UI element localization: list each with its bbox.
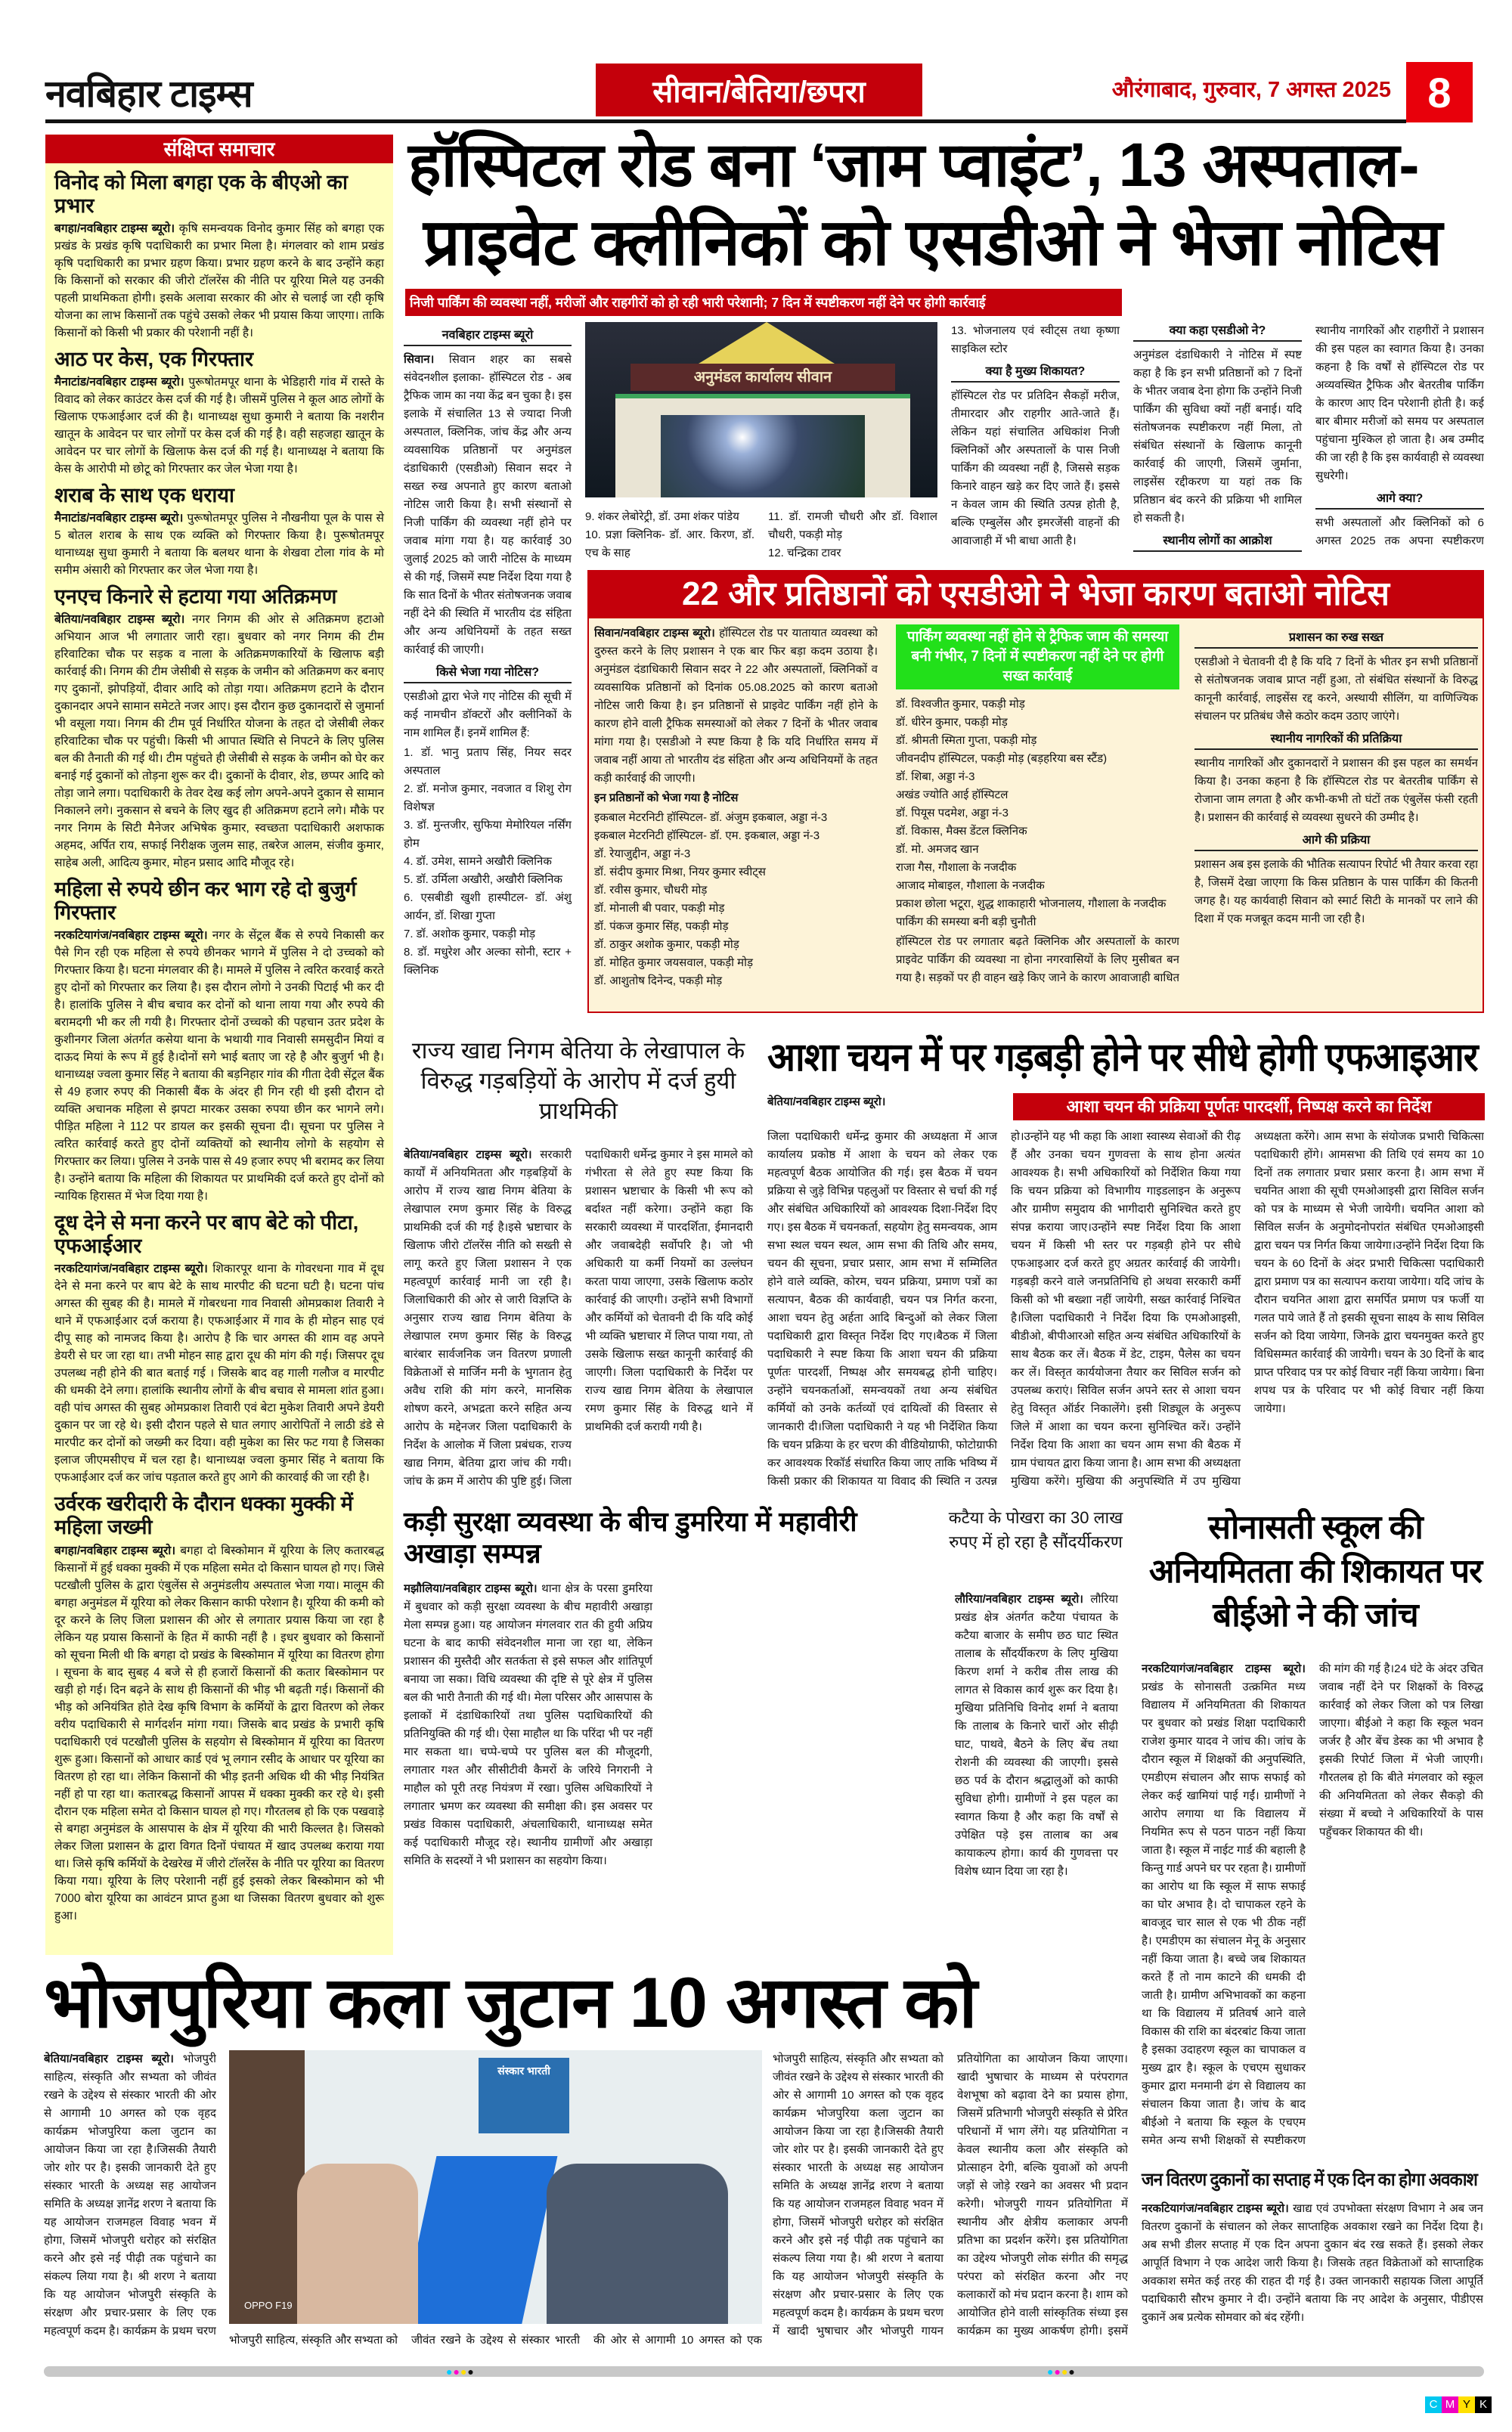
second-subheading: स्थानीय नागरिकों की प्रतिक्रिया (1194, 730, 1478, 750)
pds-body (1142, 2200, 1483, 2351)
brief-title: विनोद को मिला बगहा एक के बीएओ का प्रभार (54, 171, 349, 218)
notice-list-item: 3. डॉ. मुन्तजीर, सुफिया मेमोरियल नर्सिंग होम (404, 819, 572, 850)
second-body: हॉस्पिटल रोड पर यातायात व्यवस्था को दुरुस्त करने के लिए प्रशासन ने एक बार फिर बड़ा कदम उठाया है। अनुमंडल दंडाधिकारी सिवान सदर ने 22 और अस्पतालों, क्लिनिकों व व्यवसायिक प्रतिष्ठानों को दिनांक 05.08.2025 को कारण बताओ नोटिस जारी किया है। इन प्रतिष्ठानों से प्राइवेट पार्किंग नहीं होने के कारण होने वाली ट्रैफिक समस्याओं को लेकर 7 दिनों के भीतर जवाब मांगा गया है। एसडीओ ने स्पष्ट किया है कि यदि निर्धारित समय में जवाब नहीं आया तो भारतीय दंड संहिता और अन्य अधिनियमों के तहत कड़ी कार्रवाई की जाएगी। (594, 627, 878, 785)
pds-text: खाद्य एवं उपभोक्ता संरक्षण विभाग ने अब जन वितरण दुकानों के संचालन को लेकर साप्ताहिक अवकाश रखने का निर्देश दिया है। अब सभी डीलर सप्ताह में एक दिन अपना दुकान बंद रख सकते हैं। इसको लेकर आपूर्ति विभाग ने एक आदेश जारी किया है। जिसके तहत विक्रेताओं को साप्ताहिक अवकाश समेत कई तरह की राहत दी गई है। उक्त जानकारी सहायक जिला आपूर्ति पदाधिकारी सौरभ कुमार ने दी। उन्होंने बताया कि नए आदेश के अनुसार, पीडीएस दुकानें अब प्रत्येक सोमवार को बंद रहेंगी। (1142, 2202, 1483, 2324)
lead-section-body: सभी अस्पतालों और क्लिनिकों को 6 अगस्त 2025 तक अपना स्पष्टीकरण (1315, 516, 1484, 547)
brief-text: पुरूषोतमपूर पुलिस ने नौखनीया पूल के पास से 5 बोतल शराब के साथ एक व्यक्ति को गिरफ्तार किया है। पुरूषोतमपूर थानाध्यक्ष सुधा कुमारी ने बताया कि बलथर थाना के शेखवा टोला गांव के मो समीम अंसारी को गिरफ्तार कर जेल भेजा गया है। (54, 512, 384, 578)
lead-byline: नवबिहार टाइम्स ब्यूरो (404, 327, 572, 346)
second-subheading: प्रशासन का रुख सख्त (1194, 629, 1478, 649)
notice-list-item: डॉ. रवीस कुमार, चौधरी मोड़ (594, 884, 708, 897)
notice-list-item: डॉ. ठाकुर अशोक कुमार, पकड़ी मोड़ (594, 938, 739, 951)
notice-list-item: आजाद मोबाइल, गौशाला के नजदीक (896, 879, 1045, 892)
bhojpuri-body-right (773, 2050, 1128, 2353)
brief-byline: बगहा/नवबिहार टाइम्स ब्यूरो। (54, 1544, 176, 1557)
notice-list-item: डॉ. आशुतोष दिनेन्द, पकड़ी मोड़ (594, 974, 723, 987)
brief-text: शिकारपूर थाना के गोवरधना गाव में दूध देने से मना करने पर बाप बेटे के साथ मारपीट की घटना घटी है। घटना पांच अगस्त की सुबह की है। मामले में गोबरधना गाव निवासी ओमप्रकाश तिवारी ने थाने में एफआईआर दर्ज कराया है। एफआईआर में गाव के ही मोहन साह एवं दीपू साह को नामजद किया है। आरोप है कि चार अगस्त की शाम वह अपने डेयरी से घर जा रहा था। तभी मोहन साह द्वारा दूध की मांग की गई। जिसपर दूध उपलब्ध नही होने की बात बताई गई । जिसके बाद वह गाली गलौज व मारपीट की धमकी देने लगा। हालांकि स्थानीय लोगों के बीच बचाव से मामला शांत हुआ। वही पांच अगस्त की सुबह ओमप्रकाश तिवारी एवं बेटा मुकेश तिवारी अपने डेयरी दुकान पर जा रहे थे। इसी दौरान पहले से घात लगाए आरोपितों ने लाठी डंडे से मारपीट कर दोनों को जख्मी कर दिया। वही मुकेश का सिर फट गया है जिसका इलाज जीएमसीएच में चल रहा है। थानाध्यक्ष ज्वला कुमार सिंह ने बताया कि एफआईआर दर्ज कर जांच पड़ताल करते हुए आगे की कारवाई की जा रही है। (54, 1262, 385, 1485)
lead-col-1 (404, 322, 572, 1015)
photo-gate-arch (615, 394, 910, 497)
brief-title: महिला से रुपये छीन कर भाग रहे दो बुजुर्ग गिरफ्तार (54, 878, 357, 925)
notice-list-item: 12. चन्द्रिका टावर (768, 547, 841, 559)
brief-item (54, 585, 384, 872)
akhara-headline: कड़ी सुरक्षा व्यवस्था के बीच डुमरिया में महावीरी अखाड़ा सम्पन्न (404, 1506, 857, 1569)
page-number: 8 (1406, 62, 1473, 122)
asha-headline: आशा चयन में पर गड़बड़ी होने पर सीधे होगी एफआइआर (767, 1036, 1478, 1080)
notice-list-item: डॉ. मोहित कुमार जयसवाल, पकड़ी मोड़ (594, 956, 754, 969)
lead-subheading: स्थानीय लोगों का आक्रोश (1133, 532, 1302, 552)
brief-title: एनएच किनारे से हटाया गया अतिक्रमण (54, 585, 337, 609)
brief-byline: मैनाटांड/नवबिहार टाइम्स ब्यूरो। (54, 376, 184, 389)
second-headline: 22 और प्रतिष्ठानों को एसडीओ ने भेजा कारण बताओ नोटिस (587, 570, 1484, 618)
cmyk-strip (1425, 2396, 1492, 2413)
sonasati-headline: सोनासती स्कूल की अनियमितता की शिकायत पर बीईओ ने की जांच (1148, 1509, 1483, 1634)
brief-item (54, 1211, 384, 1486)
brief-item (54, 171, 384, 342)
pds-byline: नरकटियागंज/नवबिहार टाइम्स ब्यूरो। (1142, 2202, 1289, 2215)
notice-list-item: 2. डॉ. मनोज कुमार, नवजात व शिशु रोग विशेषज्ञ (404, 782, 572, 813)
brief-item (54, 878, 384, 1205)
cmyk-swatch: K (1475, 2396, 1492, 2413)
second-col-a (594, 624, 878, 1010)
brief-byline: नरकटियागंज/नवबिहार टाइम्स ब्यूरो। (54, 929, 208, 943)
notice-list-item: 7. डॉ. अशोक कुमार, पकड़ी मोड़ (404, 928, 535, 940)
akhara-byline: मझौलिया/नवबिहार टाइम्स ब्यूरो। (404, 1582, 538, 1595)
lead-body: सिवान शहर का सबसे संवेदनशील इलाका- हॉस्पिटल रोड - अब ट्रैफिक जाम का नया केंद्र बन चुका है। इस इलाके में संचालित 13 से ज्यादा निजी अस्पताल, क्लिनिक, जांच केंद्र और अन्य व्यवसायिक प्रतिष्ठानों पर अनुमंडल दंडाधिकारी (एसडीओ) सिवान सदर ने सख्त रुख अपनाते हुए कारण बताओ नोटिस जारी किया है। सभी संस्थानों से निजी पार्किंग की व्यवस्था नहीं होने पर जवाब मांगा गया है। यह कार्रवाई 30 जुलाई 2025 को जारी नोटिस के माध्यम से की गई, जिसमें स्पष्ट निर्देश दिया गया है कि सात दिनों के भीतर संतोषजनक जवाब नहीं देने की स्थिति में भारतीय दंड संहिता और अन्य अधिनियमों के तहत सख्त कार्रवाई की जाएगी। (404, 353, 572, 656)
brief-body (54, 927, 384, 1205)
notice-list-item: 13. भोजनालय एवं स्वीट्स तथा कृष्णा साइकिल स्टोर (951, 324, 1120, 355)
food-corp-body (404, 1146, 753, 1501)
notice-list-item: डॉ. विश्वजीत कुमार, पकड़ी मोड़ (896, 698, 1025, 711)
lead-photo (585, 322, 937, 497)
notice-list-item: डॉ. रेयाजुद्दीन, अड्डा नं-3 (594, 847, 691, 860)
second-section-body: एसडीओ ने चेतावनी दी है कि यदि 7 दिनों के भीतर इन सभी प्रतिष्ठानों से संतोषजनक जवाब प्राप्त नहीं हुआ, तो संबंधित संस्थानों के विरुद्ध कानूनी कार्रवाई, लाइसेंस रद्द करने, अस्थायी सीलिंग, या वाणिज्यिक संचालन पर प्रतिबंध जैसे कठोर कदम उठाए जाएंगे। (1194, 655, 1478, 723)
notice-list-item: डॉ. मो. अमजद खान (896, 843, 979, 856)
second-section-body: स्थानीय नागरिकों और दुकानदारों ने प्रशासन की इस पहल का समर्थन किया है। उनका कहना है कि हॉस्पिटल रोड पर बेतरतीब पार्किंग से रोजाना जाम लगता है और कभी-कभी तो घंटों तक एंबुलेंस फंसी रहती है। प्रशासन की कार्रवाई से व्यवस्था सुधरने की उम्मीद है। (1194, 757, 1478, 824)
brief-byline: मैनाटांड/नवबिहार टाइम्स ब्यूरो। (54, 512, 184, 525)
masthead-rule (45, 119, 1406, 123)
bhojpuri-text-cont: भोजपुरी साहित्य, संस्कृति और सभ्यता को जीवंत रखने के उद्देश्य से संस्कार भारती की ओर से आगामी 10 अगस्त को एक वृहद कार्यक्रम भोजपुरिया कला जुटान का आयोजन किया जा रहा है।जिसकी तैयारी जोर शोर पर है। इसकी जानकारी देते हुए संस्कार भारती के अध्यक्ष सह आयोजन समिति के अध्यक्ष ज्ञानेंद्र शरण ने बताया कि यह आयोजन राजमहल विवाह भवन में होगा, जिसमें भोजपुरी धरोहर को संरक्षित करने और इसे नई पीढ़ी तक पहुंचाने का संकल्प लिया गया है। श्री शरण ने बताया कि यह आयोजन भोजपुरी संस्कृति के संरक्षण और प्रचार-प्रसार के लिए एक महत्वपूर्ण कदम है। कार्यक्रम के प्रथम चरण में खादी भुषाचार और भोजपुरी गायन प्रतियोगिता का आयोजन किया जाएगा। खादी भुषाचार के माध्यम से परंपरागत वेशभूषा को बढ़ावा देने का प्रयास होगा, जिसमें प्रतिभागी भोजपुरी संस्कृति से प्रेरित परिधानों में भाग लेंगे। यह प्रतियोगिता न केवल स्थानीय कला और संस्कृति को प्रोत्साहन देगी, बल्कि युवाओं को अपनी जड़ों से जोड़े रखने का अवसर भी प्रदान करेगी। भोजपुरी गायन प्रतियोगिता में स्थानीय और क्षेत्रीय कलाकार अपनी प्रतिभा का प्रदर्शन करेंगे। इस प्रतियोगिता का उद्देश्य भोजपुरी लोक संगीत की समृद्ध परंपरा को संरक्षित करना और नए कलाकारों को मंच प्रदान करना है। शाम को आयोजित होने वाली सांस्कृतिक संध्या इस कार्यक्रम का मुख्य आकर्षण होगी। इसमें (773, 2052, 1128, 2338)
second-subheading: आगे की प्रक्रिया (1194, 832, 1478, 851)
asha-byline: बेतिया/नवबिहार टाइम्स ब्यूरो। (767, 1095, 886, 1108)
second-highlight: पार्किंग व्यवस्था नहीं होने से ट्रैफिक जाम की समस्या बनी गंभीर, 7 दिनों में स्पष्टीकरण नहीं देने पर होगी सख्त कार्रवाई (896, 624, 1179, 689)
photo-gate-roof (699, 322, 835, 364)
brief-item (54, 484, 384, 579)
lead-section-body: अनुमंडल दंडाधिकारी ने नोटिस में स्पष्ट कहा है कि इन सभी प्रतिष्ठानों को 7 दिनों के भीतर जवाब देना होगा कि उन्होंने निजी पार्किंग की सुविधा क्यों नहीं बनाई। यदि संतोषजनक स्पष्टीकरण नहीं मिला, तो संबंधित संस्थानों के खिलाफ कानूनी कार्रवाई की जाएगी, जिसमें जुर्माना, लाइसेंस रद्दीकरण या यहां तक कि प्रतिष्ठान बंद करने की प्रक्रिया भी शामिल हो सकती है। (1133, 349, 1302, 525)
notice-list-item: डॉ. मोनाली बी पवार, पकड़ी मोड़ (594, 902, 725, 915)
brief-title: आठ पर केस, एक गिरफ्तार (54, 348, 254, 371)
registration-marks: ●●●● (446, 2365, 475, 2378)
brief-title: शराब के साथ एक धराया (54, 484, 235, 507)
dateline: औरंगाबाद, गुरुवार, 7 अगस्त 2025 (1111, 78, 1391, 102)
notice-list-item: 9. शंकर लेबोरेट्री, डॉ. उमा शंकर पांडेय (585, 510, 739, 523)
bhojpuri-body-left (44, 2050, 216, 2353)
brief-body (54, 510, 384, 579)
brief-body (54, 1260, 384, 1486)
bhojpuri-byline: बेतिया/नवबिहार टाइम्स ब्यूरो। (44, 2052, 174, 2065)
bhojpuri-body-bottom (229, 2331, 762, 2353)
briefs-column (45, 163, 393, 1955)
notice-list-item: 6. एसबीडी खुशी हास्पीटल- डॉ. अंशु आर्यन, डॉ. शिखा गुप्ता (404, 891, 572, 922)
brief-body (54, 220, 384, 342)
masthead-title: नवबिहार टाइम्स (45, 73, 253, 115)
lead-subheading: क्या है मुख्य शिकायत? (951, 363, 1120, 383)
notice-list-item: प्रकाश छोला भटूरा, शुद्ध शाकाहारी भोजनालय, गौशाला के नजदीक (896, 897, 1167, 910)
lead-strap: निजी पार्किंग की व्यवस्था नहीं, मरीजों और राहगीरों को हो रही भारी परेशानी; 7 दिन में स्पष्टीकरण नहीं देने पर होगी कार्रवाई (405, 289, 1122, 316)
brief-item (54, 348, 384, 478)
second-list-title: इन प्रतिष्ठानों को भेजा गया है नोटिस (594, 792, 739, 804)
notice-list-item: 8. डॉ. मधुरेश और अल्का सोनी, स्टार + क्लिनिक (404, 946, 572, 977)
second-tail-body: हॉस्पिटल रोड पर लगातार बढ़ते क्लिनिक और अस्पतालों के कारण प्राइवेट पार्किंग की व्यवस्था ना होना नगरवासियों के लिए मुसीबत बन गया है। सड़कों पर ही वाहन खड़े किए जाने के कारण आवाजाही बाधित (896, 935, 1179, 984)
asha-byline-col (767, 1093, 1002, 1122)
photo-gate-sign: अनुमंडल कार्यालय सीवान (631, 364, 895, 391)
notice-list (404, 744, 572, 980)
brief-text: बगहा दो बिस्कोमान में यूरिया के लिए कतारबद्ध किसानों में हुई धक्का मुक्की में एक महिला समेत दो किसान घायल हो गए। जिसे पटखौली पुलिस के द्वारा एंबुलेंस से अनुमंडलीय अस्पताल भेजा गया। मालूम की बगहा अनुमंडल में यूरिया को लेकर किसान काफी परेशान है। यूरिया की कमी को दूर करने के लिए जिला प्रशासन की ओर से लगातार प्रयास किया जा रहा है लेकिन यह प्रयास किसानों के हित में काफी नहीं है । इधर बुधवार को किसानों को सूचना मिली थी कि बगहा दो प्रखंड के बिस्कोमान में यूरिया का वितरण होगा । सूचना के बाद सुबह 4 बजे से ही हजारों किसानों की कतार बिस्कोमान पर खड़ी हो गई। दिन बढ़ने के साथ ही किसानों की भीड़ भी बढ़ती गई। किसानों की भीड़ को अनियंत्रित होते देख कृषि विभाग के कर्मियों के द्वारा वितरण को लेकर वरीय पदाधिकारी से मार्गदर्शन मांगा गया। जिसके बाद प्रखंड के प्रभारी कृषि पदाधिकारी एवं पटखौली पुलिस के सहयोग से बिस्कोमान में यूरिया का वितरण शुरू हुआ। किसानों को आधार कार्ड एवं भू लगान रसीद के आधार पर यूरिया का वितरण हो रहा था। लेकिन किसानों की भीड़ इतनी अधिक थी की भीड़ नियंत्रित नहीं हो पा रहा था। कतारबद्ध किसानों आपस में धक्का मुक्की कर रहे थे। इसी दौरान एक महिला समेत दो किसान घायल हो गए। गौरतलब हो कि एक पखवाड़े से बगहा अनुमंडल के आसपास के क्षेत्र में यूरिया की भारी किल्लत है। जिसको लेकर जिला प्रशासन के द्वारा विगत दिनों पंचायत में खाद उपलब्ध कराया गया था। जिसे कृषि कर्मियों के देखरेख में जीरो टॉलरेंस के नीति पर यूरिया का वितरण किया गया। यूरिया के लिए परेशानी नहीं हुई इसको लेकर बिस्कोमान को भी 7000 बोरा यूरिया का आवंटन प्राप्त हुआ था जिसका वितरण बुधवार को शुरू हुआ। (54, 1544, 384, 1922)
lead-headline-line-2: प्राइवेट क्लीनिकों को एसडीओ ने भेजा नोटिस (423, 206, 1442, 279)
brief-byline: बेतिया/नवबिहार टाइम्स ब्यूरो। (54, 613, 185, 627)
notice-list-item: डॉ. संदीप कुमार मिश्रा, नियर कुमार स्वीट्स (594, 866, 766, 878)
notice-list-item: 5. डॉ. उर्मिला अखौरी, अखौरी क्लिनिक (404, 873, 562, 886)
notice-list-item: डॉ. विकास, मैक्स डेंटल क्लिनिक (896, 825, 1027, 838)
notice-list-item: डॉ. श्रीमती स्मिता गुप्ता, पकड़ी मोड़ (896, 734, 1037, 747)
notice-title: किसे भेजा गया नोटिस? (404, 664, 572, 683)
notice-list-item: जीवनदीप हॉस्पिटल, पकड़ी मोड़ (बड़हरिया बस स्टैंड) (896, 752, 1108, 765)
brief-title: दूध देने से मना करने पर बाप बेटे को पीटा, एफआईआर (54, 1211, 359, 1258)
brief-text: पुरूषोतमपूर थाना के भेडिहारी गांव में रास्ते के विवाद को लेकर काउंटर केस दर्ज की गई है। जीसमें पुलिस ने कूल आठ लोगों के खिलाफ एफआईआर दर्ज की है। थानाध्यक्ष सुधा कुमारी ने बताया कि नशरीन खातून के आवेदन पर चार लोगों पर केस दर्ज की गई है। वही सहजहा खातून के आवेदन पर चार लोगों के खिलाफ केस दर्ज की गई है। थानाध्यक्ष ने बताया कि केस के आरोपी मो छोटू को गिरफ्तार कर जेल भेजा गया है। (54, 376, 385, 476)
lead-subheading: क्या कहा एसडीओ ने? (1133, 322, 1302, 342)
notice-list-item: इकबाल मेटरनिटी हॉस्पिटल- डॉ. अंजुम इकबाल, अड्डा नं-3 (594, 811, 828, 824)
notice-list-item: 11. डॉ. रामजी चौधरी और डॉ. विशाल चौधरी, पकड़ी मोड़ (768, 510, 937, 541)
cmyk-swatch: C (1425, 2396, 1442, 2413)
brief-item (54, 1492, 384, 1924)
second-section-body: प्रशासन अब इस इलाके की भौतिक सत्यापन रिपोर्ट भी तैयार करवा रहा है, जिसमें देखा जाएगा कि किस प्रतिष्ठान के पास पार्किंग की कितनी जगह है। यह कार्यवाही सिवान को स्मार्ट सिटी के मानकों पर लाने की दिशा में एक मजबूत कदम मानी जा रही है। (1194, 858, 1478, 925)
lead-headline-line-1: हॉस्पिटल रोड बना ‘जाम प्वाइंट’, 13 अस्पताल- (408, 131, 1419, 200)
notice-list-item: डॉ. धीरेन कुमार, पकड़ी मोड़ (896, 716, 1008, 729)
second-byline: सिवान/नवबिहार टाइम्स ब्यूरो। (594, 627, 715, 640)
lead-subheading: आगे क्या? (1315, 490, 1484, 510)
notice-list-item: डॉ. पियूस पदमेश, अड्डा नं-3 (896, 807, 1009, 819)
lead-dateline: सिवान। (404, 353, 435, 366)
asha-subhead: आशा चयन की प्रक्रिया पूर्णतः पारदर्शी, निष्पक्ष करने का निर्देश (1013, 1093, 1485, 1120)
bhojpuri-text-bottom: भोजपुरी साहित्य, संस्कृति और सभ्यता को जीवंत रखने के उद्देश्य से संस्कार भारती की ओर से आगामी 10 अगस्त को एक (229, 2334, 762, 2347)
lead-list-cols (585, 508, 937, 565)
notice-list-item: इकबाल मेटरनिटी हॉस्पिटल- डॉ. एम. इकबाल, अड्डा नं-3 (594, 829, 820, 842)
second-col-c (1194, 624, 1478, 1010)
photo-watermark: OPPO F19 (244, 2300, 293, 2311)
sonasati-byline: नरकटियागंज/नवबिहार टाइम्स ब्यूरो। (1142, 1662, 1306, 1675)
brief-body (54, 611, 384, 872)
bhojpuri-headline: भोजपुरिया कला जुटान 10 अगस्त को (44, 1963, 977, 2042)
bhojpuri-text: भोजपुरी साहित्य, संस्कृति और सभ्यता को जीवंत रखने के उद्देश्य से संस्कार भारती की ओर से आगामी 10 अगस्त को एक वृहद कार्यक्रम भोजपुरिया कला जुटान का आयोजन किया जा रहा है।जिसकी तैयारी जोर शोर पर है। इसकी जानकारी देते हुए संस्कार भारती के अध्यक्ष सह आयोजन समिति के अध्यक्ष ज्ञानेंद्र शरण ने बताया कि यह आयोजन राजमहल विवाह भवन में होगा, जिसमें भोजपुरी धरोहर को संरक्षित करने और इसे नई पीढ़ी तक पहुंचाने का संकल्प लिया गया है। श्री शरण ने बताया कि यह आयोजन भोजपुरी संस्कृति के संरक्षण और प्रचार-प्रसार के लिए एक महत्वपूर्ण कदम है। कार्यक्रम के प्रथम चरण (44, 2052, 216, 2338)
pds-headline: जन वितरण दुकानों का सप्ताह में एक दिन का होगा अवकाश (1142, 2170, 1478, 2190)
brief-text: नगर निगम की ओर से अतिक्रमण हटाओ अभियान आज भी लगातार जारी रहा। बुधवार को नगर निगम की टीम हरिवाटिका चौक पर सड़क व नाला के अतिक्रमणकारियों के खिलाफ बड़ी कार्रवाई की। निगम की टीम जेसीबी से सड़क के जमीन को अतिक्रमण कर बनाए गए दुकानों, झोपड़ियों, दीवार आदि को तोड़ा गया। अतिक्रमण हटाने के दौरान दुकानदार अपने सामान समेटते नजर आए। इस दौरान कुछ दुकानदारों से जुमार्ना भी वसूला गया। निगम की टीम पूर्व निर्धारित योजना के तहत दो जेसीबी लेकर हरिवाटिका चौक पर पहुंची। किसी भी आपात स्थिति से निपटने के लिए पुलिस बल की तैनाती की गई थी। टीम पहुंचते ही जेसीबी से सड़क के जमीन को घेर कर बनाई गई दुकानों को तोड़ना शुरू कर दी। दुकानों के दीवार, शेड, छप्पर आदि को तोड़ा जाने लगा। पदाधिकारी के तेवर देख कई लोग अपने-अपने दुकान से सामान निकालने लगे। नुकसान से बचने के लिए खुद ही अतिक्रमण हटाने लगे। मौके पर नगर निगम के सिटी मैनेजर अभिषेक कुमार, स्वच्छता पदाधिकारी अशफाक अहमद, अर्पित राय, सफाई निरीक्षक जुलम साह, तबरेज आलम, संजीव कुमार, साहेब अली, आदित्य कुमार, मोहन प्रसाद आदि मौजूद रहे। (54, 613, 384, 870)
pokhara-headline: कटैया के पोखरा का 30 लाख रुपए में हो रहा है सौंदर्यीकरण (948, 1508, 1123, 1551)
cmyk-swatch: M (1442, 2396, 1458, 2413)
lead-section-body: हॉस्पिटल रोड पर प्रतिदिन सैकड़ों मरीज, तीमारदार और राहगीर आते-जाते हैं। लेकिन यहां संचालित अधिकांश निजी क्लिनिकों और अस्पतालों के पास निजी पार्किंग की व्यवस्था नहीं है, जिससे सड़क किनारे वाहन खड़े कर दिए जाते हैं। इससे न केवल जाम की स्थिति उत्पन्न होती है, बल्कि एम्बुलेंस और इमरजेंसी वाहनों की आवाजाही में भी बाधा आती है। (951, 389, 1120, 547)
brief-title: उर्वरक खरीदारी के दौरान धक्का मुक्की में महिला जख्मी (54, 1492, 353, 1539)
food-corp-text: सरकारी कार्यों में अनियमितता और गड़बड़ियों के आरोप में राज्य खाद्य निगम बेतिया के लेखापाल रमण कुमार सिंह के विरुद्ध प्राथमिकी दर्ज की गई है।इसे भ्रष्टाचार के खिलाफ जीरो टॉलरेंस नीति को सख्ती से लागू करते हुए जिला प्रशासन ने एक महत्वपूर्ण कार्रवाई मानी जा रही है। जिलाधिकारी की ओर से जारी विज्ञप्ति के अनुसार राज्य खाद्य निगम बेतिया के लेखापाल रमण कुमार सिंह के विरुद्ध बारंबार सार्वजनिक जन वितरण प्रणाली विक्रेताओं से मार्जिन मनी के भुगतान हेतु अवैध राशि की मांग करने, मानसिक शोषण करने, अभद्रता करने सहित अन्य आरोप के मद्देनजर जिला पदाधिकारी के निर्देश के आलोक में जिला प्रबंधक, राज्य खाद्य निगम, बेतिया द्वारा जांच की गयी। जांच के क्रम में आरोप की पुष्टि हुई। जिला पदाधिकारी धर्मेन्द्र कुमार ने इस मामले को गंभीरता से लेते हुए स्पष्ट किया कि प्रशासन भ्रष्टाचार के किसी भी रूप को बर्दाश्त नहीं करेगा। उन्होंने कहा कि सरकारी व्यवस्था में पारदर्शिता, ईमानदारी और जवाबदेही सर्वोपरि है। जो भी अधिकारी या कर्मी नियमों का उल्लंघन करता पाया जाएगा, उसके खिलाफ कठोर कार्रवाई की जाएगी। उन्होंने सभी विभागों और कर्मियों को चेतावनी दी कि यदि कोई भी व्यक्ति भ्रष्टाचार में लिप्त पाया गया, तो उसके खिलाफ सख्त कानूनी कार्रवाई की जाएगी। जिला पदाधिकारी के निर्देश पर राज्य खाद्य निगम बेतिया के लेखापाल रमण कुमार सिंह के विरुद्ध थाने में प्राथमिकी दर्ज करायी गयी है। (404, 1148, 753, 1488)
akhara-text: थाना क्षेत्र के परसा डुमरिया में बुधवार को कड़ी सुरक्षा व्यवस्था के बीच महावीरी अखाड़ा मेला सम्पन्न हुआ। यह आयोजन मंगलवार रात की हुयी अप्रिय घटना के बाद काफी संवेदनशील माना जा रहा था, लेकिन प्रशासन की मुस्तैदी और सतर्कता से इसे सफल और शांतिपूर्ण बनाया जा सका। विधि व्यवस्था की दृष्टि से पूरे क्षेत्र में पुलिस बल की भारी तैनाती की गई थी। मेला परिसर और आसपास के इलाकों में दंडाधिकारियों तथा पुलिस पदाधिकारियों की प्रतिनियुक्ति की गई थी। ऐसा माहौल था कि परिंदा भी पर नहीं मार सकता था। चप्पे-चप्पे पर पुलिस बल की मौजूदगी, लगातार गश्त और सीसीटीवी कैमरों के जरिये निगरानी ने माहौल को पूरी तरह नियंत्रण में रखा। पुलिस अधिकारियों ने लगातार भ्रमण कर व्यवस्था की समीक्षा की। इस अवसर पर प्रखंड विकास पदाधिकारी, अंचलाधिकारी, थानाध्यक्ष समेत कई पदाधिकारी मौजूद रहे। स्थानीय ग्रामीणों और अखाड़ा समिति के सदस्यों ने भी प्रशासन का सहयोग किया। (404, 1582, 653, 1867)
brief-byline: बगहा/नवबिहार टाइम्स ब्यूरो। (54, 222, 175, 236)
asha-text: जिला पदाधिकारी धर्मेन्द्र कुमार की अध्यक्षता में आज कार्यालय प्रकोष्ठ में आशा के चयन को लेकर एक महत्वपूर्ण बैठक आयोजित की गई। इस बैठक में चयन प्रक्रिया से जुड़े विभिन्न पहलुओं पर विस्तार से चर्चा की गई और संबंधित अधिकारियों को आवश्यक दिशा-निर्देश दिए गए। इस बैठक में चयनकर्ता, सहयोग हेतु समन्वयक, आम सभा स्थल चयन स्थल, आम सभा की तिथि और समय, चयन की सूचना, प्रचार प्रसार, आम सभा में सम्मिलित होने वाले व्यक्ति, कोरम, चयन प्रक्रिया, प्रमाण पत्रों का सत्यापन, बैठक की कार्यवाही, चयन पत्र निर्गत करना, आशा चयन हेतु अर्हता आदि बिन्दुओं को लेकर जिला पदाधिकारी द्वारा विस्तृत निर्देश दिए गए।बैठक में जिला पदाधिकारी ने स्पष्ट किया कि आशा चयन की प्रक्रिया पूर्णतः पारदर्शी, निष्पक्ष और समयबद्ध होनी चाहिए। उन्होंने चयनकर्ताओं, समन्वयकों तथा अन्य संबंधित कर्मियों को उनके कर्तव्यों एवं दायित्वों की विस्तार से जानकारी दी।जिला पदाधिकारी ने यह भी निर्देशित किया कि चयन प्रक्रिया के हर चरण की वीडियोग्राफी, फोटोग्राफी कर आवश्यक रिकॉर्ड संधारित किया जाए ताकि भविष्य में किसी प्रकार की शिकायत या विवाद की स्थिति न उत्पन्न हो।उन्होंने यह भी कहा कि आशा स्वास्थ्य सेवाओं की रीढ़ हैं और उनका चयन गुणवत्ता के साथ होना अत्यंत आवश्यक है। सभी अधिकारियों को निर्देशित किया गया कि चयन प्रक्रिया को विभागीय गाइडलाइन के अनुरूप और ग्रामीण समुदाय की भागीदारी सुनिश्चित करते हुए संपन्न कराया जाए।उन्होंने स्पष्ट निर्देश दिया कि आशा चयन में किसी भी स्तर पर गड़बड़ी होने पर सीधे एफआइआर दर्ज करते हुए अग्रतर कार्रवाई की जायेगी। गड़बड़ी करने वाले जनप्रतिनिधि हो अथवा सरकारी कर्मी किसी को भी बख्शा नहीं जायेगी, सख्त कार्रवाई निश्चित है।जिला पदाधिकारी ने निर्देश दिया कि एमओआइसी, बीडीओ, बीपीआरओ सहित अन्य संबंधित अधिकारियों के साथ बैठक कर लें। बैठक में डेट, टाइम, पैलेस का चयन कर लें। विस्तृत कार्ययोजना तैयार कर सिविल सर्जन को उपलब्ध कराएं। सिविल सर्जन अपने स्तर से आशा चयन हेतु विस्तृत ऑर्डर निकालेंगे। इसी शिड्यूल के अनुरूप जिले में आशा का चयन करना सुनिश्चित करें। उन्होंने निर्देश दिया कि आशा का चयन आम सभा की बैठक में ग्राम पंचायत द्वारा किया जाना है। आम सभा की अध्यक्षता मुखिया करेंगे। मुखिया की अनुपस्थिति में उप मुखिया अध्यक्षता करेंगे। आम सभा के संयोजक प्रभारी चिकित्सा पदाधिकारी होंगे। आमसभा की तिथि एवं समय का 10 दिनों तक लगातार प्रचार प्रसार करना है। आम सभा में चयनित आशा की सूची एमओआइसी द्वारा सिविल सर्जन को पत्र के माध्यम से भेजी जायेगी। चयनित आशा को सिविल सर्जन के अनुमोदनोपरांत संबंधित एमओआइसी द्वारा चयन पत्र निर्गत किया जायेगा।उन्होंने निर्देश दिया कि चयन के 60 दिनों के अंदर प्रभारी चिकित्सा पदाधिकारी द्वारा प्रमाण पत्र का सत्यापन कराया जायेगा। यदि जांच के दौरान चयनित आशा द्वारा समर्पित प्रमाण पत्र फर्जी या गलत पाये जाते हैं तो इसकी सूचना साक्ष्य के साथ सिविल सर्जन को दिया जायेगा, जिनके द्वारा चयनमुक्त करते हुए विधिसम्मत कार्रवाई की जायेगी। चयन के 30 दिनों के बाद प्राप्त परिवाद पत्र पर कोई विचार नहीं किया जायेगा। बिना शपथ पत्र के परिवाद पर भी कोई विचार नहीं किया जायेगा। (767, 1130, 1484, 1488)
notice-list-item: डॉ. पंकज कुमार सिंह, पकड़ी मोड़ (594, 920, 729, 933)
food-corp-headline: राज्य खाद्य निगम बेतिया के लेखापाल के विरुद्ध गड़बड़ियों के आरोप में दर्ज हुयी प्राथमिकी (411, 1037, 745, 1124)
lead-cols-right (951, 322, 1484, 567)
photo-banner: संस्कार भारती (479, 2058, 569, 2133)
registration-bar (44, 2366, 1484, 2377)
food-corp-byline: बेतिया/नवबिहार टाइम्स ब्यूरो। (404, 1148, 532, 1161)
brief-text: कृषि समन्वयक विनोद कुमार सिंह को बगहा एक प्रखंड के प्रखंड कृषि पदाधिकारी का प्रभार मिला है। मंगलवार को शाम प्रखंड कृषि पदाधिकारी का प्रभार ग्रहण किया। प्रभार ग्रहण करने के बाद उन्होंने कहा कि किसानों को सरकार की जीरो टॉलरेंस की नीति पर यूरिया मिले यह उनकी पहली प्राथमिकता होगी। इसके अलावा सरकार की ओर से चलाई जा रही कृषि योजना का लाभ किसानों तक पहुंचे उसको लेकर भी प्रयास किया जाएगा। ताकि किसानों को किसी भी प्रकार की परेशानी नहीं है। (54, 222, 384, 340)
pokhara-text: लौरिया प्रखंड क्षेत्र अंतर्गत कटैया पंचायत के कटैया बाजार के समीप छठ घाट स्थित तालाब के सौंदर्यीकरण के लिए मुखिया किरण शर्मा ने करीब तीस लाख की लागत से विकास कार्य शुरू कर दिया है। मुखिया प्रतिनिधि विनोद शर्मा ने बताया कि तालाब के किनारे चारों ओर सीढ़ी घाट, पाथवे, बैठने के लिए बेंच तथा रोशनी की व्यवस्था की जाएगी। इससे छठ पर्व के दौरान श्रद्धालुओं को काफी सुविधा होगी। ग्रामीणों ने इस पहल का स्वागत किया है और कहा कि वर्षों से उपेक्षित पड़े इस तालाब का अब कायाकल्प होगा। कार्य की गुणवत्ता पर विशेष ध्यान दिया जा रहा है। (955, 1593, 1118, 1878)
notice-list-item: राजा गैस, गौशाला के नजदीक (896, 861, 1017, 874)
cmyk-swatch: Y (1458, 2396, 1475, 2413)
pokhara-body (955, 1591, 1118, 1955)
notice-list-item: अखंड ज्योति आई हॉस्पिटल (896, 788, 1009, 801)
photo-table (400, 2156, 558, 2324)
briefs-header: संक्षिप्त समाचार (45, 135, 393, 163)
brief-byline: नरकटियागंज/नवबिहार टाइम्स ब्यूरो। (54, 1262, 208, 1276)
notice-list-item: 1. डॉ. भानु प्रताप सिंह, नियर सदर अस्पताल (404, 746, 572, 777)
sonasati-text: प्रखंड के सोनासती उत्क्रमित मध्य विद्यालय में अनियमितता की शिकायत पर बुधवार को प्रखंड शिक्षा पदाधिकारी राजेश कुमार यादव ने जांच की। जांच के दौरान स्कूल में शिक्षकों की अनुपस्थिति, एमडीएम संचालन और साफ सफाई को लेकर कई खामियां पाई गईं। ग्रामीणों ने आरोप लगाया था कि विद्यालय में नियमित रूप से पठन पाठन नहीं किया जाता है। स्कूल में नाईट गार्ड की बहाली है किन्तु गार्ड अपने घर पर रहता है। ग्रामीणों का आरोप था कि स्कूल में साफ सफाई का घोर अभाव है। दो चापाकल रहने के बावजूद चार साल से एक भी ठीक नहीं है। एमडीएम का संचालन मेनू के अनुसार नहीं किया जाता है। बच्चे जब शिकायत करते हैं तो नाम काटने की धमकी दी जाती है। ग्रामीण अभिभावकों का कहना था कि विद्यालय में प्रतिवर्ष आने वाले विकास की राशि का बंदरबांट किया जाता है इसका उदाहरण स्कूल का चापाकल व मुख्य द्वार है। स्कूल के एचएम सुधाकर कुमार द्वारा मनमानी ढंग से विद्यालय का संचालन किया जाता है। जांच के बाद बीईओ ने बताया कि स्कूल के एचएम समेत अन्य सभी शिक्षकों से स्पष्टीकरण की मांग की गई है।24 घंटे के अंदर उचित जवाब नहीं देने पर शिक्षकों के विरुद्ध कार्रवाई को लेकर जिला को पत्र लिखा जाएगा। बीईओ ने कहा कि स्कूल भवन जर्जर है और बेंच डेस्क का भी अभाव है इसकी रिपोर्ट जिला में भेजी जाएगी।गौरतलब हो कि बीते मंगलवार को स्कूल की अनियमितता को लेकर सैकड़ो की संख्या में बच्चो ने अधिकारियों के पास पहुँचकर शिकायत की थी। (1142, 1662, 1483, 2147)
notice-list-item: 10. प्रज्ञा क्लिनिक- डॉ. आर. किरण, डॉ. एच के साह (585, 528, 754, 559)
pokhara-byline: लौरिया/नवबिहार टाइम्स ब्यूरो। (955, 1593, 1083, 1606)
second-tail-title: पार्किंग की समस्या बनी बड़ी चुनौती (896, 915, 1036, 928)
notice-intro: एसडीओ द्वारा भेजे गए नोटिस की सूची में कई नामचीन डॉक्टरों और क्लीनिकों के नाम शामिल हैं। इनमें शामिल हैं: (404, 690, 572, 739)
asha-body (767, 1128, 1484, 1501)
brief-text: नगर के सेंट्रल बैंक से रुपये निकासी कर पैसे गिन रही एक महिला से रुपये छीनकर भागने में पुलिस ने दो उच्चको को गिरफ्तार किया है। घटना मंगलवार की है। मामले में पुलिस ने त्वरित करवाई करते हुए दोनों को गिरफ्तार कर लिया है। इस दौरान लोगो ने उनकी पिटाई भी कर दी है। हालांकि पुलिस ने बीच बचाव कर दोनों को थाना लाया गया और रुपये की बरामदगी भी कर ली गयी है। गिरफ्तार दोनों उच्चको की पहचान उतर प्रदेश के कुशीनगर जिला अंतर्गत कसेया थाना के भथायी गाव निवासी समसुदीन मियां व दाऊद मियां के रूप में हुई है।दोनों सगे भाई बताए जा रहे है और बुजुर्ग भी है। थानाध्यक्ष ज्वला कुमार सिंह ने बताया की बड़निहार गांव की गीता देवी सेंट्रल बैंक से 49 हजार रुपए की निकासी बैंक के अंदर ही गिन रही थी इसी दौरान दो व्यक्ति अचानक महिला से झपटा मारकर उसका रुपया छीन कर भागने लगे। पीड़ित महिला ने 112 पर डायल कर इसकी सूचना दी। सूचना पर पुलिस ने त्वरित कार्रवाई करते हुए दोनों व्यक्तियों को स्थानीय लोगो के सहयोग से गिरफ्तार कर लिया। पुलिस ने उनके पास से 49 हजार रुपए भी बरामद कर लिया है। उन्होंने बताया कि महिला की शिकायत पर प्राथमिकी दर्ज करते हुए दोनों को न्यायिक हिरासत में भेज दिया गया है। (54, 929, 384, 1204)
brief-body (54, 1542, 384, 1925)
section-label: सीवान/बेतिया/छपरा (596, 64, 922, 116)
sonasati-body (1142, 1660, 1483, 2159)
registration-marks-2: ●●●● (1047, 2365, 1076, 2378)
akhara-body (404, 1580, 915, 1955)
notice-list-item: 4. डॉ. उमेश, सामने अखौरी क्लिनिक (404, 855, 552, 868)
second-col-b (896, 624, 1179, 1010)
bhojpuri-photo (229, 2050, 762, 2324)
brief-body (54, 373, 384, 478)
notice-list-item: डॉ. शिबा, अड्डा नं-3 (896, 770, 975, 783)
lead-section-body: स्थानीय नागरिकों और राहगीरों ने प्रशासन की इस पहल का स्वागत किया है। उनका कहना है कि वर्षों से हॉस्पिटल रोड पर अव्यवस्थित ट्रैफिक और बेतरतीब पार्किंग के कारण आए दिन परेशानी होती है। कई बार बीमार मरीजों को समय पर अस्पताल पहुंचाना मुश्किल हो जाता है। अब उम्मीद की जा रही है कि इस कार्यवाही से व्यवस्था सुधरेगी। (1315, 324, 1484, 482)
